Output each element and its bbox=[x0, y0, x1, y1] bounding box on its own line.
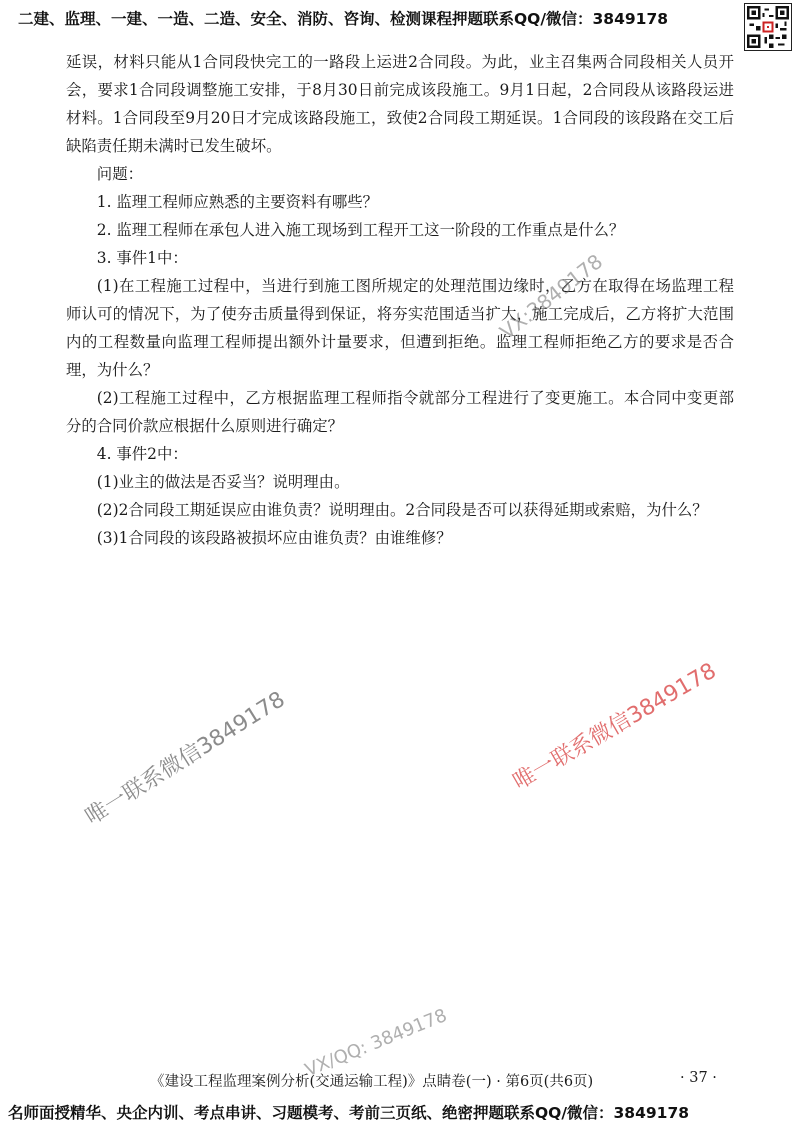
question-3-1: (1)在工程施工过程中，当进行到施工图所规定的处理范围边缘时，乙方在取得在场监理工程师认可的情况下，为了使夯击质量得到保证，将夯实范围适当扩大，施工完成后，乙方将扩大范围内的工程数量向监理工程师提出额外计量要求，但遭到拒绝。监理工程师拒绝乙方的要求是否合理，为什么？ bbox=[66, 277, 734, 379]
questions-title: 问题： bbox=[96, 165, 143, 183]
footer-title: 《建设工程监理案例分析(交通运输工程)》点睛卷(一) · 第6页(共6页) bbox=[150, 1074, 594, 1090]
question-4-3: (3)1合同段的该段路被损坏应由谁负责？由谁维修？ bbox=[96, 529, 452, 547]
watermark-vx: VX:3849178 bbox=[495, 249, 608, 344]
document-body bbox=[66, 48, 734, 552]
question-2: 2. 监理工程师在承包人进入施工现场到工程开工这一阶段的工作重点是什么？ bbox=[96, 221, 625, 239]
case-paragraph: 延误，材料只能从1合同段快完工的一路段上运进2合同段。为此，业主召集两合同段相关人员开会，要求1合同段调整施工安排，于8月30日前完成该段施工。9月1日起，2合同段从该路段运进材料。1合同段至9月20日才完成该路段施工，致使2合同段工期延误。1合同段的该段路在交工后缺陷责任期未满时已发生破坏。 bbox=[66, 53, 734, 155]
page-footer bbox=[150, 1070, 750, 1091]
page-number: · 37 · bbox=[680, 1070, 717, 1086]
top-banner: 二建、监理、一建、一造、二造、安全、消防、咨询、检测课程押题联系QQ/微信：3849178 bbox=[18, 10, 669, 28]
watermark-vxqq: VX/QQ: 3849178 bbox=[302, 1004, 451, 1081]
question-3: 3. 事件1中： bbox=[96, 249, 188, 267]
question-3-2: (2)工程施工过程中，乙方根据监理工程师指令就部分工程进行了变更施工。本合同中变更部分的合同价款应根据什么原则进行确定？ bbox=[66, 389, 734, 435]
qr-code-icon bbox=[744, 3, 792, 51]
question-4: 4. 事件2中： bbox=[96, 445, 188, 463]
watermark-contact-left: 唯一联系微信3849178 bbox=[81, 687, 290, 831]
question-1: 1. 监理工程师应熟悉的主要资料有哪些？ bbox=[96, 193, 379, 211]
bottom-banner: 名师面授精华、央企内训、考点串讲、习题模考、考前三页纸、绝密押题联系QQ/微信：3849178 bbox=[8, 1104, 690, 1122]
question-4-2: (2)2合同段工期延误应由谁负责？说明理由。2合同段是否可以获得延期或索赔，为什么？ bbox=[96, 501, 708, 519]
question-4-1: (1)业主的做法是否妥当？说明理由。 bbox=[96, 473, 350, 491]
watermark-contact-right: 唯一联系微信3849178 bbox=[509, 658, 721, 796]
